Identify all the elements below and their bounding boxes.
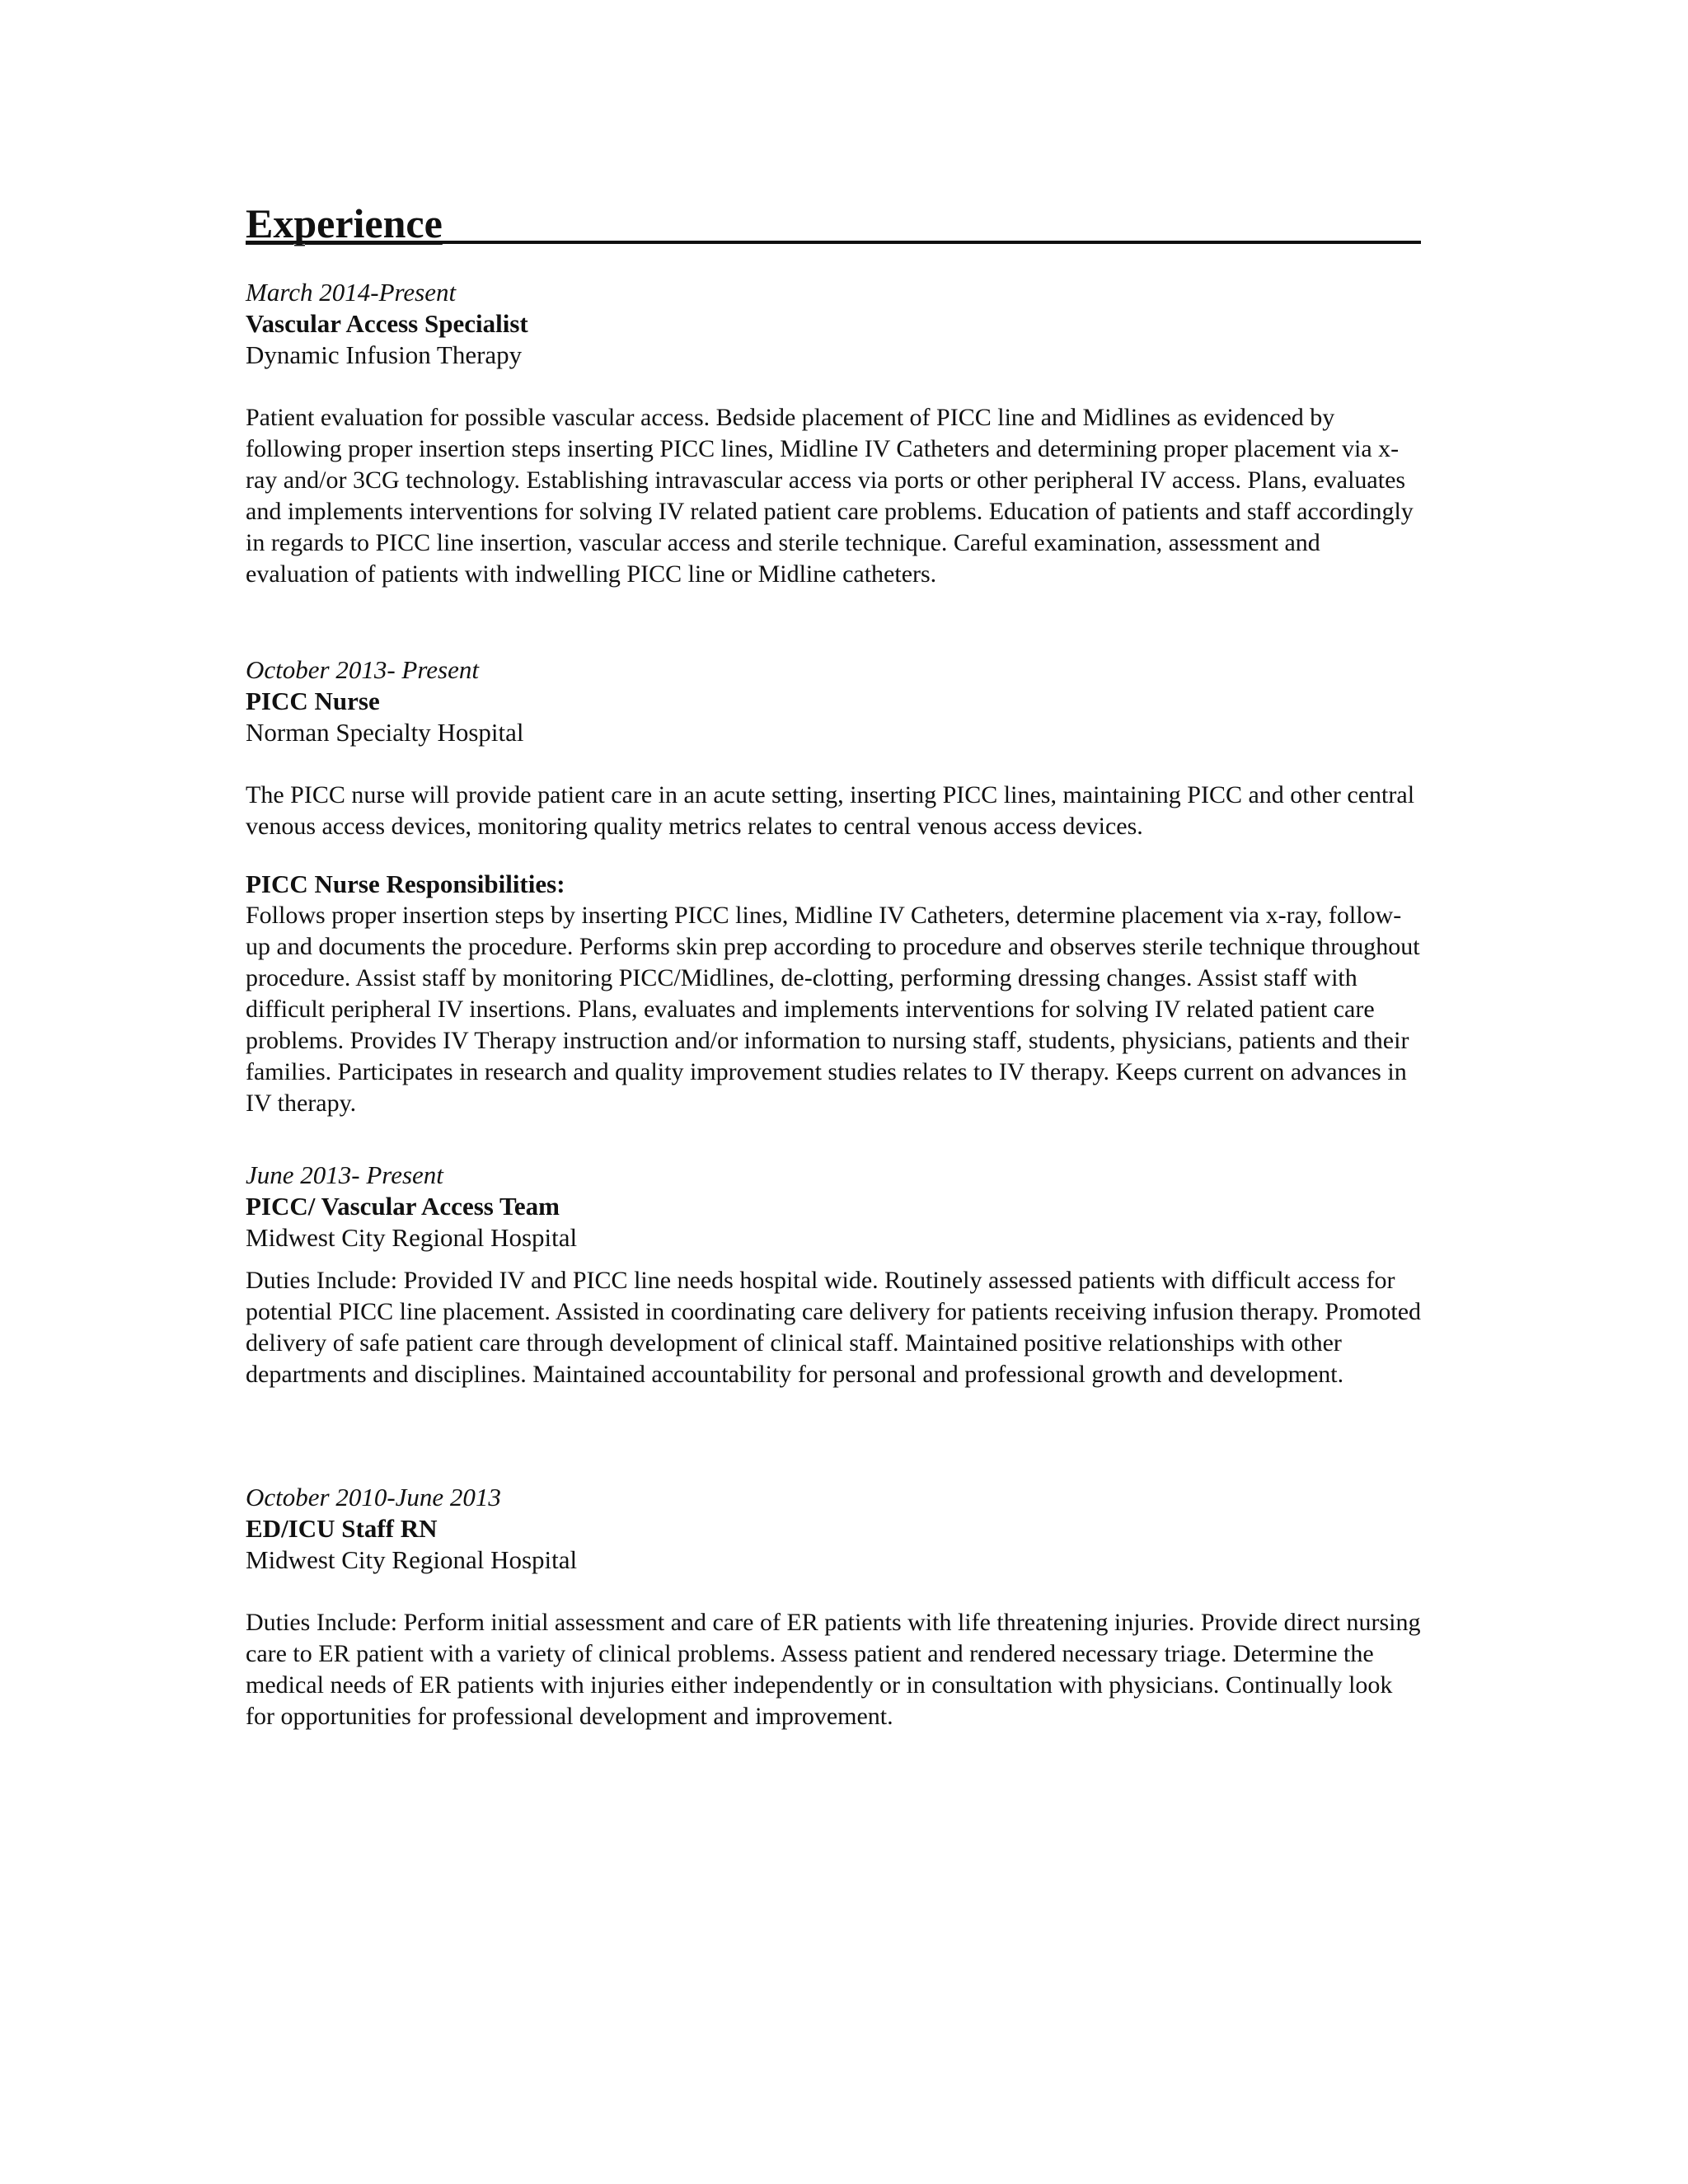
entry-date: October 2010-June 2013 [246, 1483, 501, 1511]
entry-date: March 2014-Present [246, 278, 457, 307]
entry-description: Patient evaluation for possible vascular access. Bedside placement of PICC line and Midlines as evidenced by following proper insertion steps inserting PICC lines, Midline IV Catheters and determining proper placement via x-ray and/or 3CG technology. Establishing intravascular access via ports or other peripheral IV access. Plans, evaluates and implements interventions for solving IV related patient care problems. Education of patients and staff accordingly in regards to PICC line insertion, vascular access and sterile technique. Careful examination, assessment and evaluation of patients with indwelling PICC line or Midline catheters. [246, 404, 1414, 588]
responsibilities-text: Follows proper insertion steps by inserting PICC lines, Midline IV Catheters, determine placement via x-ray, follow-up and documents the procedure. Performs skin prep according to procedure and observes sterile technique throughout procedure. Assist staff by monitoring PICC/Midlines, de-clotting, performing dressing changes. Assist staff with difficult peripheral IV insertions. Plans, evaluates and implements interventions for solving IV related patient care problems. Provides IV Therapy instruction and/or information to nursing staff, students, physicians, patients and their families. Participates in research and quality improvement studies relates to IV therapy. Keeps current on advances in IV therapy. [246, 902, 1420, 1117]
entry-title: PICC/ Vascular Access Team [246, 1192, 560, 1221]
entry-organization: Dynamic Infusion Therapy [246, 340, 523, 369]
entry-description: Duties Include: Provided IV and PICC line needs hospital wide. Routinely assessed patients with difficult access for potential PICC line placement. Assisted in coordinating care delivery for patients receiving infusion therapy. Promoted delivery of safe patient care through development of clinical staff. Maintained positive relationships with other departments and disciplines. Maintained accountability for personal and professional growth and development. [246, 1267, 1422, 1388]
entry-description: The PICC nurse will provide patient care in an acute setting, inserting PICC lines, maintaining PICC and other central venous access devices, monitoring quality metrics relates to central venous access devices. [246, 781, 1415, 840]
entry-organization: Midwest City Regional Hospital [246, 1223, 578, 1252]
entry-title: Vascular Access Specialist [246, 309, 528, 338]
entry-organization: Norman Specialty Hospital [246, 718, 524, 747]
entry-date: October 2013- Present [246, 655, 479, 684]
entry-description: Duties Include: Perform initial assessment and care of ER patients with life threatening injuries. Provide direct nursing care to ER patient with a variety of clinical problems. Assess patient and rendered necessary triage. Determine the medical needs of ER patients with injuries either independently or in consultation with physicians. Continually look for opportunities for professional development and improvement. [246, 1609, 1421, 1730]
experience-entry [246, 1482, 1424, 1732]
responsibilities-heading: PICC Nurse Responsibilities: [246, 869, 565, 898]
section-title: Experience [246, 200, 443, 246]
entry-organization: Midwest City Regional Hospital [246, 1545, 578, 1574]
experience-entry [246, 1160, 1424, 1390]
entry-date: June 2013- Present [246, 1160, 443, 1189]
experience-entry [246, 654, 1424, 1119]
section-header [246, 198, 1421, 244]
entry-title: PICC Nurse [246, 687, 380, 715]
experience-entry [246, 277, 1424, 590]
entry-title: ED/ICU Staff RN [246, 1514, 438, 1543]
